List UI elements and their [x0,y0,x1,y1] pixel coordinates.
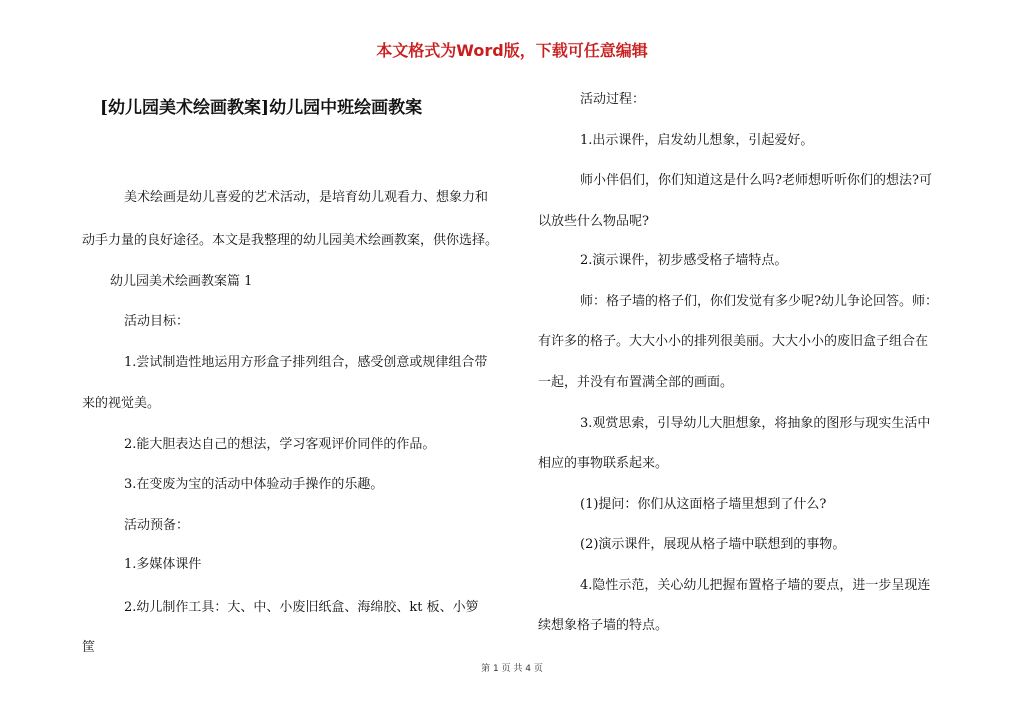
paragraph-line: 2.幼儿制作工具：大、中、小废旧纸盒、海绵胶、kt 板、小箩 [124,600,479,615]
word-format-banner: 本文格式为Word版，下载可任意编辑 [376,41,648,60]
section-heading: 幼儿园美术绘画教案篇 1 [110,274,253,289]
paragraph-line: 活动预备： [124,518,190,533]
paragraph-line: 2.演示课件，初步感受格子墙特点。 [580,253,788,268]
paragraph-line: 1.尝试制造性地运用方形盒子排列组合，感受创意或规律组合带 [124,355,488,370]
paragraph-line: 4.隐性示范，关心幼儿把握布置格子墙的要点，进一步呈现连 [580,578,931,593]
paragraph-line: 筐 [82,640,96,655]
paragraph-line: 续想象格子墙的特点。 [538,618,669,633]
paragraph-line: 2.能大胆表达自己的想法，学习客观评价同伴的作品。 [124,437,436,452]
paragraph-line: 一起，并没有布置满全部的画面。 [538,375,734,390]
paragraph-line: 活动目标： [124,314,190,329]
paragraph-line: 美术绘画是幼儿喜爱的艺术活动，是培育幼儿观看力、想象力和 [124,190,489,205]
paragraph-line: 相应的事物联系起来。 [538,456,669,471]
document-title: [幼儿园美术绘画教案]幼儿园中班绘画教案 [100,98,423,118]
paragraph-line: 以放些什么物品呢? [538,214,649,229]
paragraph-line: 1.出示课件，启发幼儿想象，引起爱好。 [580,133,814,148]
paragraph-line: 1.多媒体课件 [124,557,202,572]
paragraph-line: 师：格子墙的格子们，你们发觉有多少呢?幼儿争论回答。师： [580,294,938,309]
paragraph-line: 师小伴侣们，你们知道这是什么吗?老师想听听你们的想法?可 [580,173,932,188]
paragraph-line: 3.观赏思索，引导幼儿大胆想象，将抽象的图形与现实生活中 [580,416,931,431]
paragraph-line: 来的视觉美。 [82,396,161,411]
paragraph-line: 3.在变废为宝的活动中体验动手操作的乐趣。 [124,477,384,492]
page-number-footer: 第 1 页 共 4 页 [481,664,543,674]
paragraph-line: (2)演示课件，展现从格子墙中联想到的事物。 [580,537,846,552]
paragraph-line: 活动过程： [580,92,646,107]
paragraph-line: 动手力量的良好途径。本文是我整理的幼儿园美术绘画教案，供你选择。 [82,233,499,248]
paragraph-line: 有许多的格子。大大小小的排列很美丽。大大小小的废旧盒子组合在 [538,334,929,349]
paragraph-line: (1)提问：你们从这面格子墙里想到了什么? [580,497,827,512]
